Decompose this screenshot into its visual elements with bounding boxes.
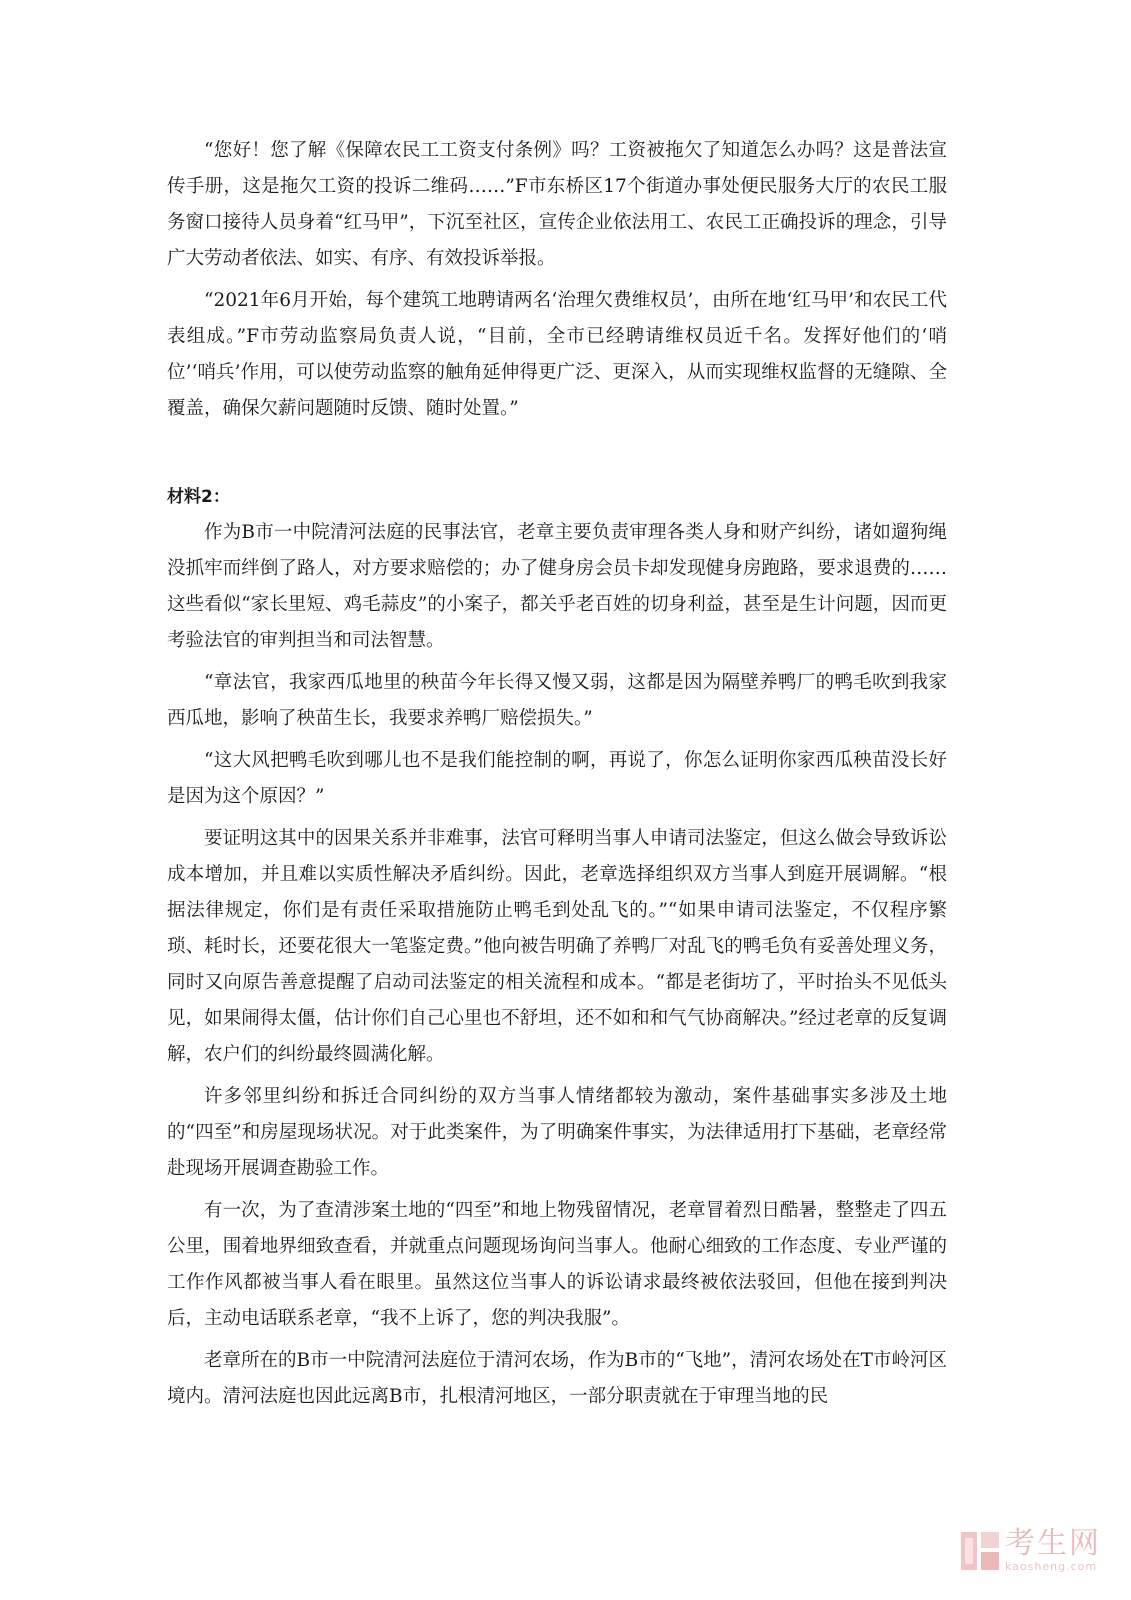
paragraph-section-6: 有一次，为了查清涉案土地的“四至”和地上物残留情况，老章冒着烈日酷暑，整整走了四五公里，围着地界细致查看，并就重点问题现场询问当事人。他耐心细致的工作态度、专业严谨的工作作风都被当事人看在眼里。虽然这位当事人的诉讼请求最终被依法驳回，但他在接到判决后，主动电话联系老章，“我不上诉了，您的判决我服”。 [167,1200,947,1329]
paragraph-section-4: 要证明这其中的因果关系并非难事，法官可释明当事人申请司法鉴定，但这么做会导致诉讼成本增加，并且难以实质性解决矛盾纠纷。因此，老章选择组织双方当事人到庭开展调解。“根据法律规定，你们是有责任采取措施防止鸭毛到处乱飞的。”“如果申请司法鉴定，不仅程序繁琐、耗时长，还要花很大一笔鉴定费。”他向被告明确了养鸭厂对乱飞的鸭毛负有妥善处理义务，同时又向原告善意提醒了启动司法鉴定的相关流程和成本。“都是老街坊了，平时抬头不见低头见，如果闹得太僵，估计你们自己心里也不舒坦，还不如和和气气协商解决。”经过老章的反复调解，农户们的纠纷最终圆满化解。 [167,828,947,1065]
watermark-logo-icon [961,1532,999,1570]
section-spacer [167,433,947,479]
paragraph-section-7: 老章所在的B市一中院清河法庭位于清河农场，作为B市的“飞地”，清河农场处在T市岭河区境内。清河法庭也因此远离B市，扎根清河地区，一部分职责就在于审理当地的民 [167,1350,947,1407]
watermark-subtitle: kaosheng.com [1005,1560,1098,1573]
paragraph-section-1: 作为B市一中院清河法庭的民事法官，老章主要负责审理各类人身和财产纠纷，诸如遛狗绳没抓牢而绊倒了路人，对方要求赔偿的；办了健身房会员卡却发现健身房跑路，要求退费的……这些看似“家长里短、鸡毛蒜皮”的小案子，都关乎老百姓的切身利益，甚至是生计问题，因而更考验法官的审判担当和司法智慧。 [167,522,947,651]
paragraph-section-3: “这大风把鸭毛吹到哪儿也不是我们能控制的啊，再说了，你怎么证明你家西瓜秧苗没长好是因为这个原因？” [167,750,947,807]
paragraph-section-5: 许多邻里纠纷和拆迁合同纠纷的双方当事人情绪都较为激动，案件基础事实多涉及土地的“四至”和房屋现场状况。对于此类案件，为了明确案件事实，为法律适用打下基础，老章经常赴现场开展调查勘验工作。 [167,1086,947,1179]
paragraph-top-1: “您好！您了解《保障农民工工资支付条例》吗？工资被拖欠了知道怎么办吗？这是普法宣传手册，这是拖欠工资的投诉二维码……”F市东桥区17个街道办事处便民服务大厅的农民工服务窗口接待人员身着“红马甲”，下沉至社区，宣传企业依法用工、农民工正确投诉的理念，引导广大劳动者依法、如实、有序、有效投诉举报。 [167,140,947,269]
watermark [961,1526,1101,1573]
paragraph-top-2: “2021年6月开始，每个建筑工地聘请两名‘治理欠费维权员’，由所在地‘红马甲’和农民工代表组成。”F市劳动监察局负责人说，“目前，全市已经聘请维权员近千名。发挥好他们的‘哨位’‘哨兵’作用，可以使劳动监察的触角延伸得更广泛、更深入，从而实现维权监督的无缝隙、全覆盖，确保欠薪问题随时反馈、随时处置。” [167,290,947,419]
watermark-title: 考生网 [1005,1526,1101,1561]
watermark-text [1005,1526,1101,1573]
section-heading: 材料2： [167,487,230,507]
document-page [167,133,947,1421]
paragraph-section-2: “章法官，我家西瓜地里的秧苗今年长得又慢又弱，这都是因为隔壁养鸭厂的鸭毛吹到我家西瓜地，影响了秧苗生长，我要求养鸭厂赔偿损失。” [167,672,947,729]
